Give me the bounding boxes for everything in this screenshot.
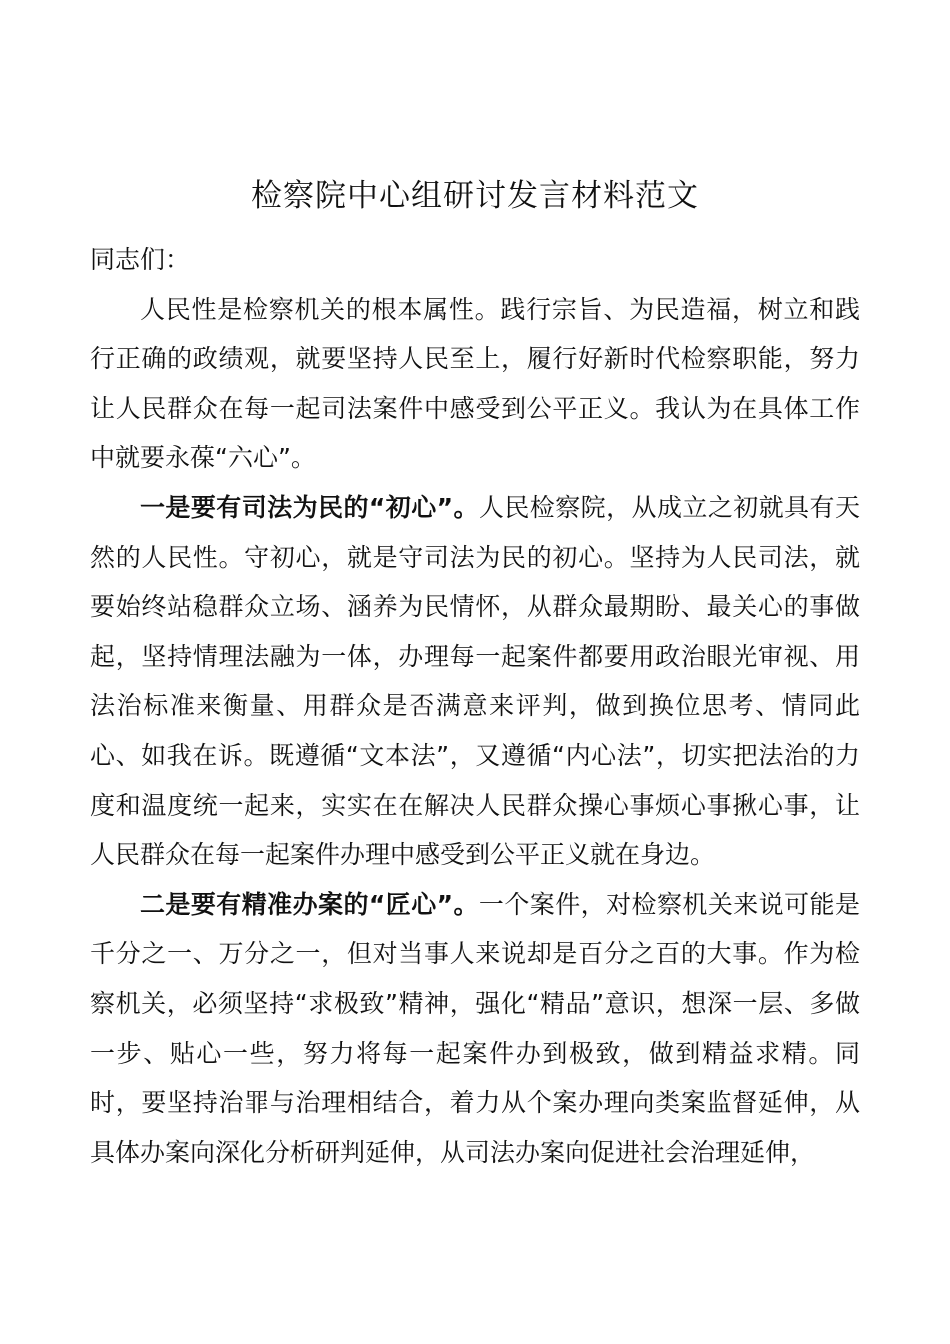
paragraph-point-2 <box>90 880 860 1178</box>
paragraph-text: 一个案件，对检察机关来说可能是千分之一、万分之一，但对当事人来说却是百分之百的大事。作为检察机关，必须坚持“求极致”精神，强化“精品”意识，想深一层、多做一步、贴心一些，努力将每一起案件办到极致，做到精益求精。同时，要坚持治罪与治理相结合，着力从个案办理向类案监督延伸，从具体办案向深化分析研判延伸，从司法办案向促进社会治理延伸， <box>90 889 860 1167</box>
paragraph-lead: 一是要有司法为民的“初心”。 <box>140 492 479 522</box>
paragraph-text: 人民检察院，从成立之初就具有天然的人民性。守初心，就是守司法为民的初心。坚持为人民司法，就要始终站稳群众立场、涵养为民情怀，从群众最期盼、最关心的事做起，坚持情理法融为一体，办理每一起案件都要用政治眼光审视、用法治标准来衡量、用群众是否满意来评判，做到换位思考、情同此心、如我在诉。既遵循“文本法”，又遵循“内心法”，切实把法治的力度和温度统一起来，实实在在解决人民群众操心事烦心事揪心事，让人民群众在每一起案件办理中感受到公平正义就在身边。 <box>90 492 860 870</box>
document-title: 检察院中心组研讨发言材料范文 <box>251 178 699 214</box>
paragraph-text: 人民性是检察机关的根本属性。践行宗旨、为民造福，树立和践行正确的政绩观，就要坚持人民至上，履行好新时代检察职能，努力让人民群众在每一起司法案件中感受到公平正义。我认为在具体工作中就要永葆“六心”。 <box>90 294 860 473</box>
paragraph-intro <box>90 285 860 483</box>
paragraph-point-1 <box>90 483 860 880</box>
document-body <box>90 235 860 1177</box>
salutation: 同志们： <box>90 245 191 274</box>
paragraph-lead: 二是要有精准办案的“匠心”。 <box>140 889 479 919</box>
